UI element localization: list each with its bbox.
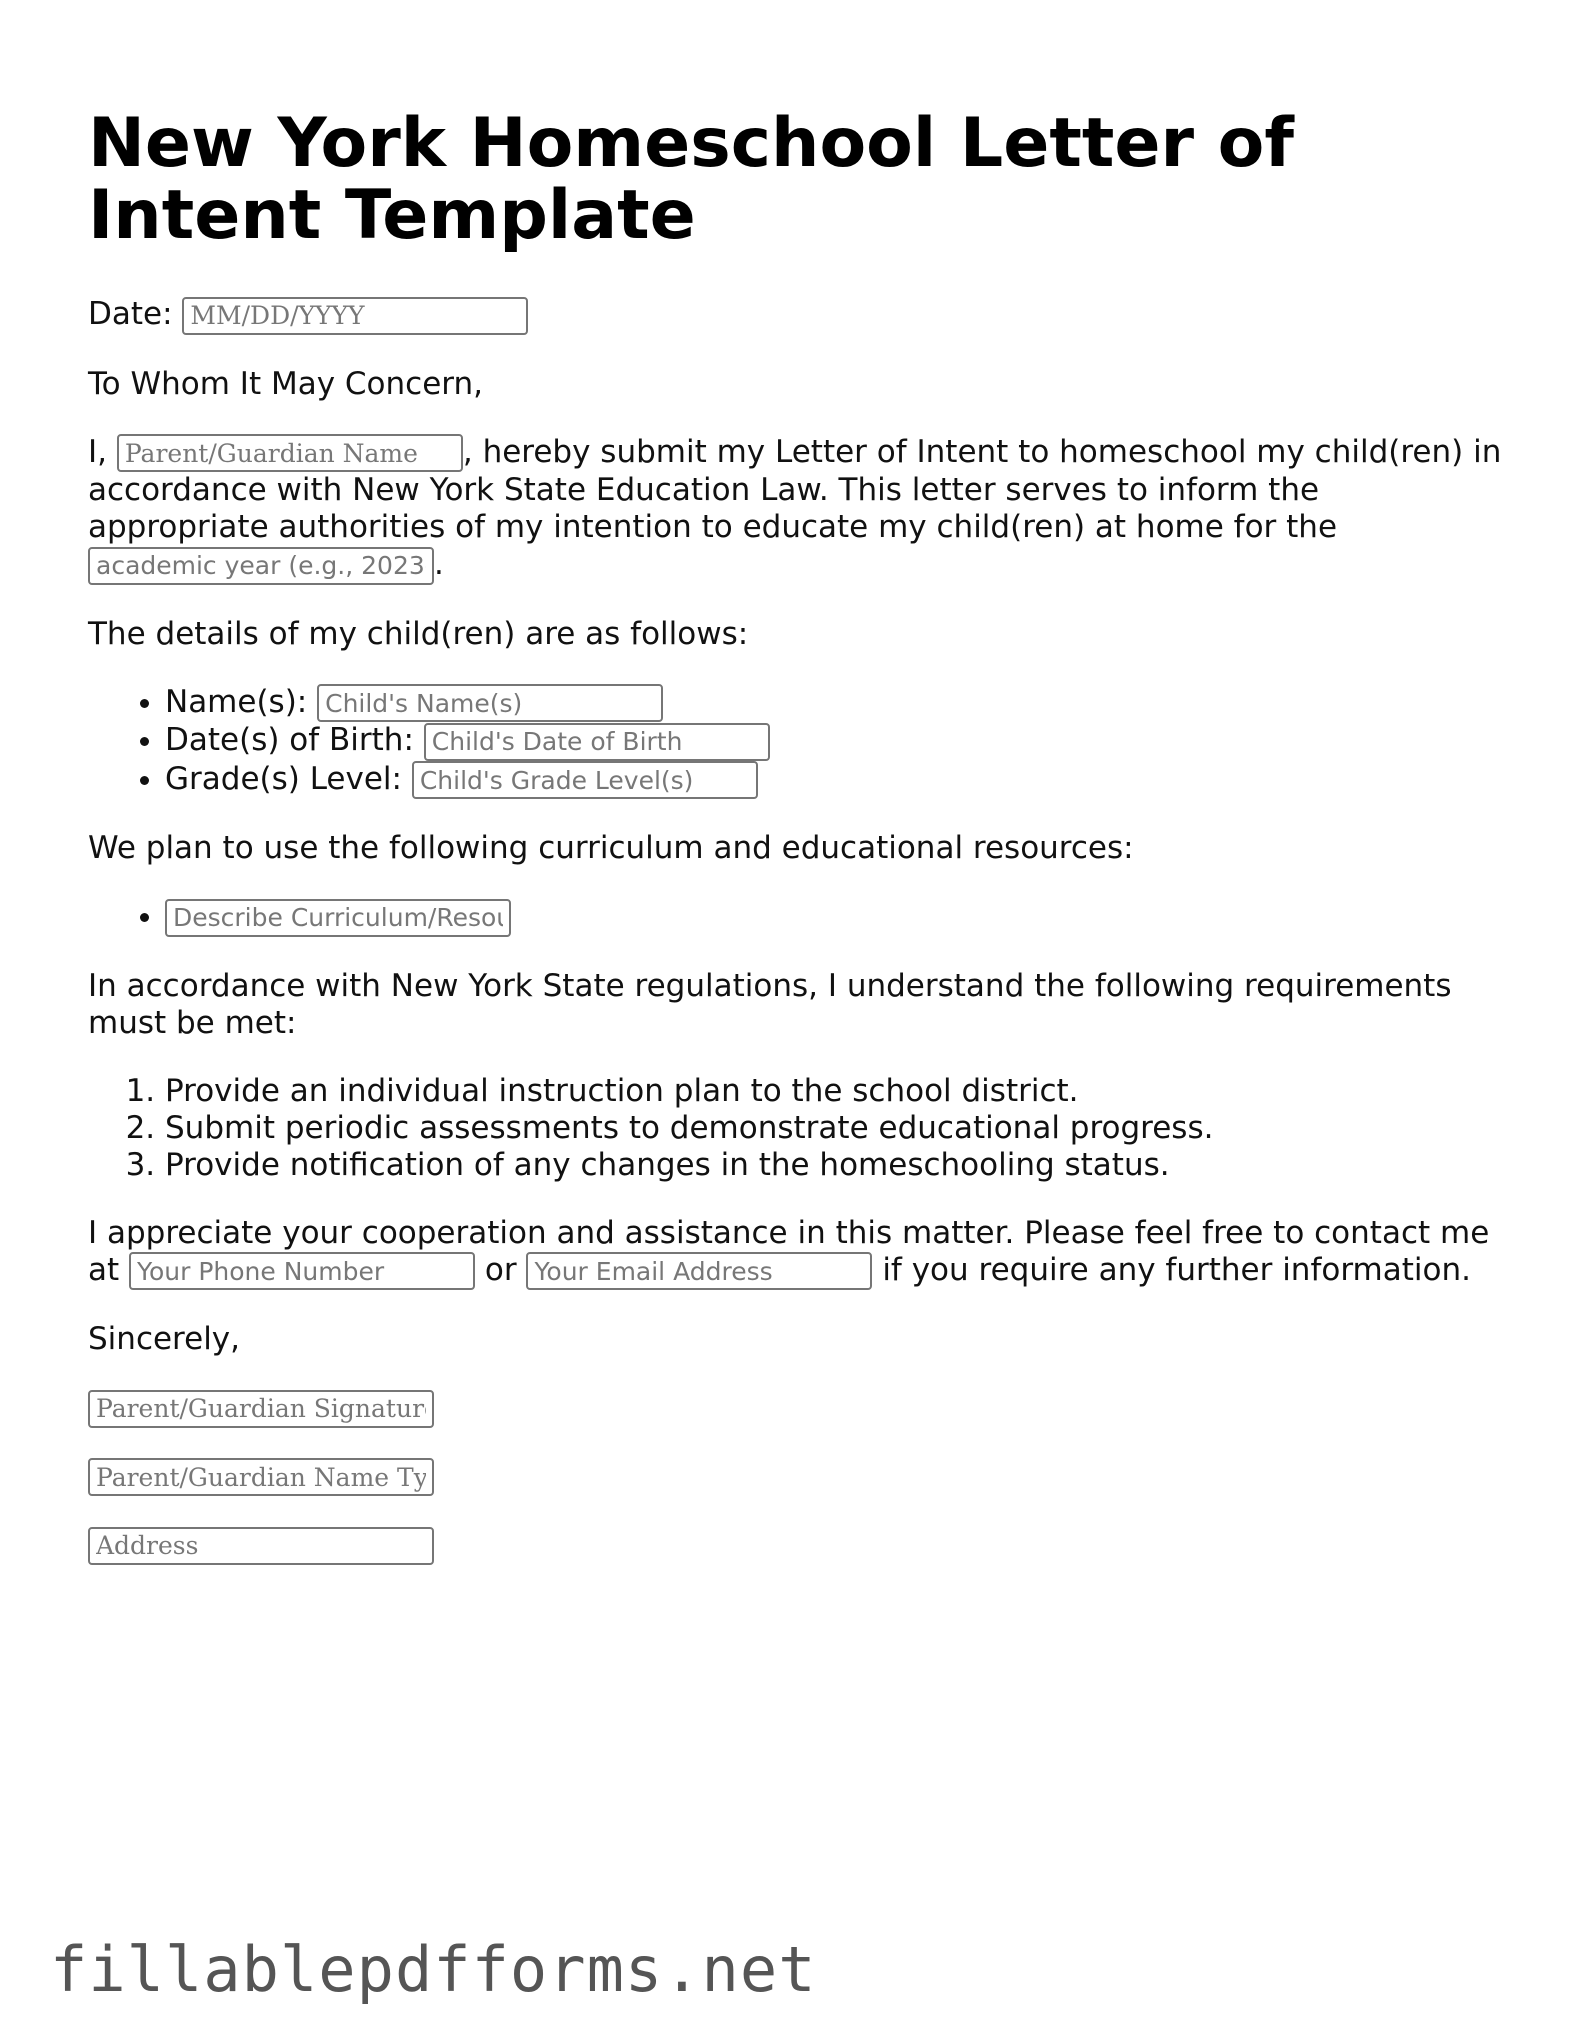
- curriculum-heading: We plan to use the following curriculum and educational resources:: [88, 830, 1134, 866]
- child-grade-label: Grade(s) Level:: [165, 760, 402, 797]
- phone-input[interactable]: [129, 1252, 475, 1290]
- signature-block: [88, 1389, 1508, 1565]
- address-input[interactable]: [88, 1527, 434, 1565]
- academic-year-input[interactable]: [88, 547, 434, 585]
- intro-prefix: I,: [88, 433, 107, 470]
- child-grade-input[interactable]: [412, 761, 758, 799]
- requirements-list: [88, 1073, 1508, 1184]
- children-details-list: [88, 684, 1508, 800]
- requirements-heading: In accordance with New York State regulations, I understand the following requirements must be met:: [88, 967, 1452, 1041]
- children-heading: The details of my child(ren) are as follows:: [88, 615, 749, 652]
- curriculum-input[interactable]: [165, 899, 511, 937]
- list-item: [165, 898, 1508, 937]
- parent-name-input[interactable]: [117, 434, 463, 472]
- intro-paragraph: [88, 434, 1508, 585]
- signature-line: [88, 1389, 1508, 1428]
- child-dob-label: Date(s) of Birth:: [165, 722, 414, 758]
- typed-name-input[interactable]: [88, 1458, 434, 1496]
- child-name-label: Name(s):: [165, 683, 308, 720]
- date-input[interactable]: [182, 297, 528, 335]
- email-input[interactable]: [526, 1252, 872, 1290]
- date-label: Date:: [88, 296, 173, 332]
- contact-or: or: [484, 1251, 517, 1288]
- closing: Sincerely,: [88, 1321, 241, 1357]
- contact-text-start: I appreciate your cooperation and assistance in this matter. Please feel free to contact me at: [88, 1214, 1490, 1288]
- date-line: [88, 296, 1508, 335]
- page-title: New York Homeschool Letter of Intent Template: [88, 104, 1294, 255]
- contact-paragraph: [88, 1215, 1508, 1291]
- letter-document: [88, 104, 1508, 1595]
- child-dob-input[interactable]: [424, 723, 770, 761]
- typed-name-line: [88, 1458, 1508, 1497]
- salutation: To Whom It May Concern,: [88, 365, 483, 402]
- watermark: fillablepdfforms.net: [50, 1933, 817, 2006]
- intro-text: , hereby submit my Letter of Intent to homeschool my child(ren) in accordance with New York State Education Law. This letter serves to inform the appropriate authorities of my intention to educate my child(ren) at home for the: [88, 433, 1502, 545]
- list-item: [165, 684, 1508, 723]
- intro-suffix: .: [434, 546, 444, 582]
- address-line: [88, 1526, 1508, 1565]
- list-item: 1. Provide an individual instruction plan to the school district.: [165, 1073, 1508, 1110]
- contact-text-end: if you require any further information.: [882, 1251, 1471, 1288]
- signature-input[interactable]: [88, 1390, 434, 1428]
- list-item: [165, 761, 1508, 800]
- list-item: 2. Submit periodic assessments to demonstrate educational progress.: [165, 1110, 1508, 1147]
- list-item: 3. Provide notification of any changes in the homeschooling status.: [165, 1147, 1508, 1184]
- child-name-input[interactable]: [317, 684, 663, 722]
- curriculum-list: [88, 898, 1508, 937]
- list-item: [165, 722, 1508, 761]
